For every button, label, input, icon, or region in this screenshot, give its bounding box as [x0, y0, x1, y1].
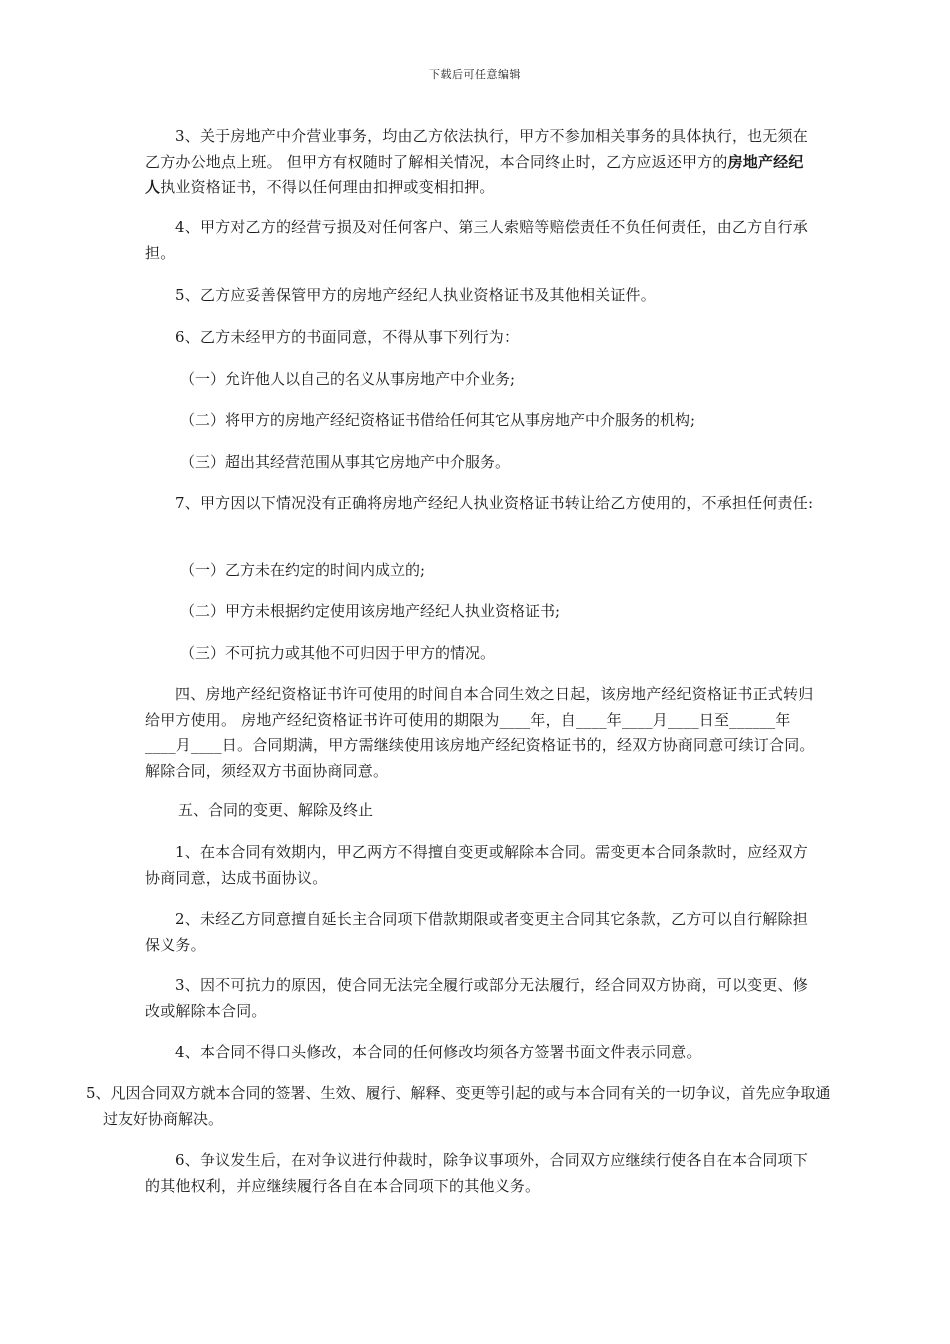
section-5-clause-2: 2、未经乙方同意擅自延长主合同项下借款期限或者变更主合同其它条款，乙方可以自行解除担保义务。: [145, 910, 808, 954]
clause-7-item-3: （三）不可抗力或其他不可归因于甲方的情况。: [180, 644, 496, 662]
section-5-clause-6: 6、争议发生后，在对争议进行仲裁时，除争议事项外，合同双方应继续行使各自在本合同项下的其他权利，并应继续履行各自在本合同项下的其他义务。: [145, 1151, 808, 1195]
clause-3-text-a: 3、关于房地产中介营业事务，均由乙方依法执行，甲方不参加相关事务的具体执行，也无须在乙方办公地点上班。 但甲方有权随时了解相关情况，本合同终止时，乙方应返还甲方的: [145, 127, 808, 171]
section-5-clause-3: 3、因不可抗力的原因，使合同无法完全履行或部分无法履行，经合同双方协商，可以变更、修改或解除本合同。: [145, 976, 808, 1020]
clause-6: 6、乙方未经甲方的书面同意，不得从事下列行为：: [175, 328, 520, 346]
clause-6-item-2: （二）将甲方的房地产经纪资格证书借给任何其它从事房地产中介服务的机构;: [180, 411, 696, 429]
section-5-clause-1: 1、在本合同有效期内，甲乙两方不得擅自变更或解除本合同。需变更本合同条款时，应经双方协商同意，达成书面协议。: [145, 843, 808, 887]
clause-3-bold-term: 房地产经纪人: [145, 152, 804, 196]
clause-4: 4、甲方对乙方的经营亏损及对任何客户、第三人索赔等赔偿责任不负任何责任，由乙方自行承担。: [145, 218, 808, 262]
section-5-clause-4: 4、本合同不得口头修改，本合同的任何修改均须各方签署书面文件表示同意。: [175, 1043, 702, 1061]
section-4: 四、房地产经纪资格证书许可使用的时间自本合同生效之日起，该房地产经纪资格证书正式转归给甲方使用。 房地产经纪资格证书许可使用的期限为____年，自____年____月____日至______年____月____日。合同期满，甲方需继续使用该房地产经纪资格证书的，经双方协商同意可续订合同。解除合同，须经双方书面协商同意。: [145, 685, 815, 780]
clause-6-item-1: （一）允许他人以自己的名义从事房地产中介业务;: [180, 370, 516, 388]
section-5-title: 五、合同的变更、解除及终止: [178, 801, 374, 819]
clause-7-item-2: （二）甲方未根据约定使用该房地产经纪人执业资格证书;: [180, 602, 561, 620]
section-5-clause-5: 5、凡因合同双方就本合同的签署、生效、履行、解释、变更等引起的或与本合同有关的一切争议，首先应争取通过友好协商解决。: [86, 1084, 831, 1128]
clause-5: 5、乙方应妥善保管甲方的房地产经纪人执业资格证书及其他相关证件。: [175, 286, 656, 304]
clause-7: 7、甲方因以下情况没有正确将房地产经纪人执业资格证书转让给乙方使用的，不承担任何责任:: [175, 494, 814, 512]
clause-3-text-b: 执业资格证书，不得以任何理由扣押或变相扣押。: [160, 178, 495, 196]
page-header: 下载后可任意编辑: [429, 68, 521, 81]
clause-7-item-1: （一）乙方未在约定的时间内成立的;: [180, 561, 426, 579]
clause-3: [145, 124, 815, 201]
clause-6-item-3: （三）超出其经营范围从事其它房地产中介服务。: [180, 453, 511, 471]
